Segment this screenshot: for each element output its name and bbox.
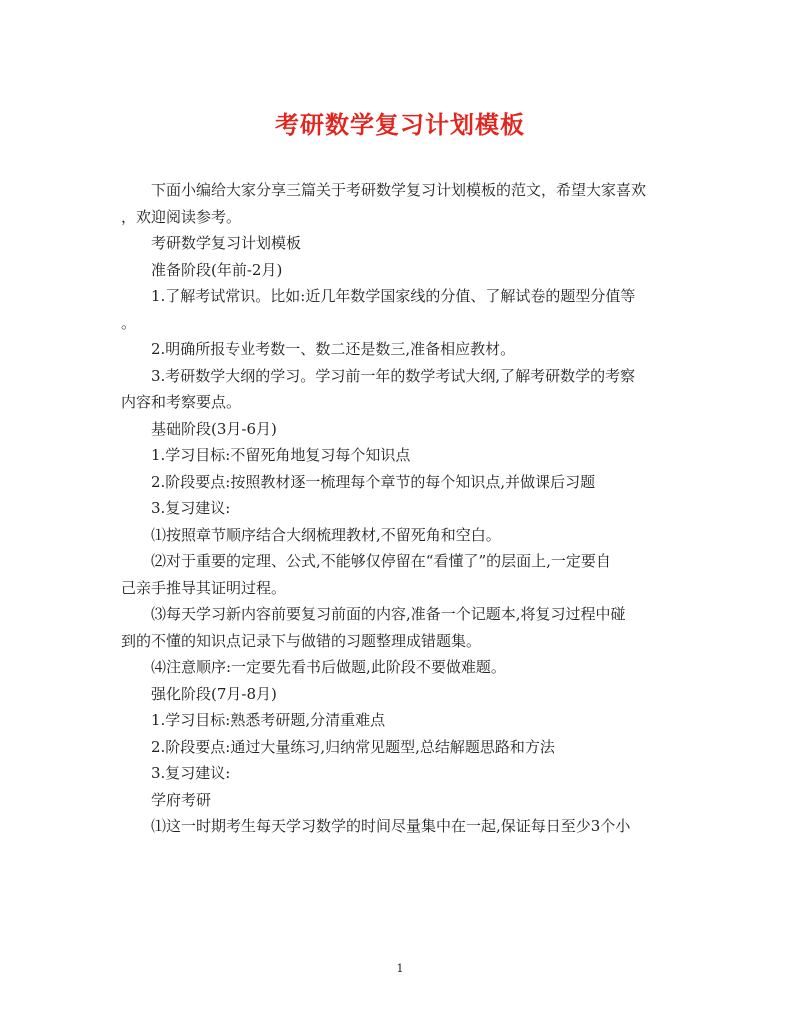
body-line: ⑶每天学习新内容前要复习前面的内容,准备一个记题本,将复习过程中碰 [151, 605, 626, 623]
body-line: 1.了解考试常识。比如:近几年数学国家线的分值、了解试卷的题型分值等 [151, 287, 636, 305]
body-line: 1.学习目标:不留死角地复习每个知识点 [151, 446, 411, 464]
body-line: 2.阶段要点:通过大量练习,归纳常见题型,总结解题思路和方法 [151, 737, 555, 756]
body-line: 内容和考察要点。 [121, 393, 242, 411]
body-line: 3.考研数学大纲的学习。学习前一年的数学考试大纲,了解考研数学的考察 [151, 366, 636, 385]
document-title: 考研数学复习计划模板 [275, 110, 525, 139]
document-body [121, 177, 677, 840]
body-line: ⑵对于重要的定理、公式,不能够仅停留在“看懂了”的层面上,一定要自 [151, 552, 611, 570]
body-line: 2.阶段要点:按照教材逐一梳理每个章节的每个知识点,并做课后习题 [151, 472, 596, 491]
body-line: 2.明确所报专业考数一、数二还是数三,准备相应教材。 [151, 340, 516, 358]
body-line: 1.学习目标:熟悉考研题,分清重难点 [151, 711, 386, 729]
body-line: 下面小编给大家分享三篇关于考研数学复习计划模板的范文，希望大家喜欢 [151, 181, 647, 199]
body-line: 己亲手推导其证明过程。 [121, 578, 287, 597]
body-line: 考研数学复习计划模板 [151, 234, 302, 252]
body-line: ⑴按照章节顺序结合大纲梳理教材,不留死角和空白。 [151, 525, 501, 544]
body-line: ，欢迎阅读参考。 [121, 207, 242, 226]
body-line: ⑷注意顺序:一定要先看书后做题,此阶段不要做难题。 [151, 658, 506, 676]
body-line: 学府考研 [151, 790, 212, 809]
body-line: 准备阶段(年前-2月) [151, 260, 283, 279]
page-number: 1 [396, 962, 404, 975]
body-line: 3.复习建议: [151, 764, 231, 782]
body-line: 3.复习建议: [151, 499, 231, 517]
body-line: 。 [121, 313, 137, 332]
body-line: 强化阶段(7月-8月) [151, 684, 277, 703]
body-line: 基础阶段(3月-6月) [151, 419, 277, 438]
body-line: 到的不懂的知识点记录下与做错的习题整理成错题集。 [121, 631, 482, 650]
body-line: ⑴这一时期考生每天学习数学的时间尽量集中在一起,保证每日至少3个小 [151, 817, 631, 835]
